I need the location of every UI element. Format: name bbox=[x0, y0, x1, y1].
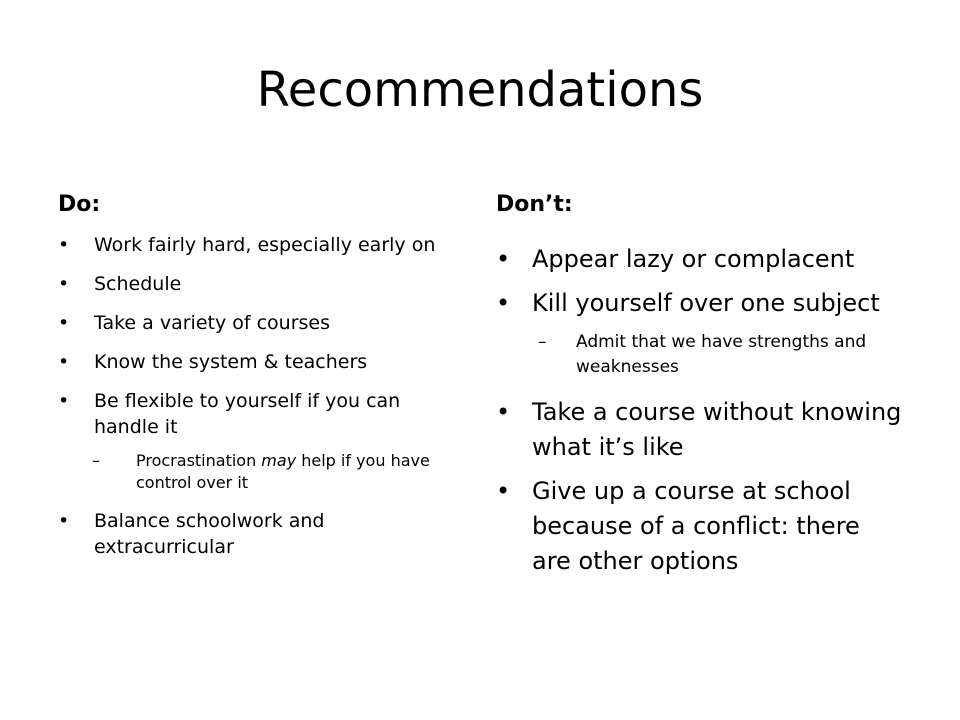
do-item-text: Balance schoolwork and extracurricular bbox=[94, 510, 325, 558]
bullet-icon: • bbox=[58, 390, 70, 412]
do-heading: Do: bbox=[58, 192, 101, 217]
bullet-icon: • bbox=[58, 312, 70, 334]
sub-text-after: help if you have control over it bbox=[136, 451, 430, 492]
do-list bbox=[58, 232, 468, 560]
do-item-text: Take a variety of courses bbox=[94, 312, 331, 334]
dont-item-unknown-course bbox=[496, 395, 906, 465]
bullet-icon: • bbox=[496, 477, 511, 505]
dont-item-lazy bbox=[496, 242, 906, 277]
dont-item-text: Appear lazy or complacent bbox=[532, 245, 855, 273]
do-item-text: Be flexible to yourself if you can handle it bbox=[94, 390, 401, 438]
dont-sub-item-strengths bbox=[538, 330, 906, 380]
dont-list bbox=[496, 242, 906, 579]
dont-item-give-up bbox=[496, 474, 906, 579]
bullet-icon: • bbox=[496, 398, 511, 426]
do-item-variety bbox=[58, 310, 468, 336]
dont-item-text: Give up a course at school because of a conflict: there are other options bbox=[532, 477, 860, 575]
do-column bbox=[58, 190, 468, 573]
bullet-icon: • bbox=[58, 510, 70, 532]
do-item-text: Work fairly hard, especially early on bbox=[94, 234, 436, 256]
sub-text-emphasis: may bbox=[261, 451, 297, 470]
dash-icon: – bbox=[538, 332, 547, 352]
do-item-flexible bbox=[58, 388, 468, 440]
bullet-icon: • bbox=[58, 351, 70, 373]
do-item-schedule bbox=[58, 271, 468, 297]
dont-column bbox=[496, 190, 906, 588]
dash-icon: – bbox=[92, 451, 100, 470]
dont-item-overwork bbox=[496, 286, 906, 321]
bullet-icon: • bbox=[496, 289, 511, 317]
sub-text-before: Procrastination bbox=[136, 451, 262, 470]
bullet-icon: • bbox=[58, 273, 70, 295]
do-sub-item-text bbox=[136, 451, 430, 492]
do-item-know-system bbox=[58, 349, 468, 375]
do-item-work-hard bbox=[58, 232, 468, 258]
dont-sub-item-text: Admit that we have strengths and weaknesses bbox=[576, 332, 867, 377]
dont-item-text: Kill yourself over one subject bbox=[532, 289, 880, 317]
do-sub-item-procrastination bbox=[92, 450, 468, 494]
do-item-text: Know the system & teachers bbox=[94, 351, 368, 373]
slide-title: Recommendations bbox=[256, 62, 704, 118]
dont-heading: Don’t: bbox=[496, 192, 573, 217]
dont-item-text: Take a course without knowing what it’s like bbox=[532, 398, 902, 461]
do-item-text: Schedule bbox=[94, 273, 182, 295]
bullet-icon: • bbox=[496, 245, 511, 273]
do-item-balance bbox=[58, 508, 468, 560]
bullet-icon: • bbox=[58, 234, 70, 256]
